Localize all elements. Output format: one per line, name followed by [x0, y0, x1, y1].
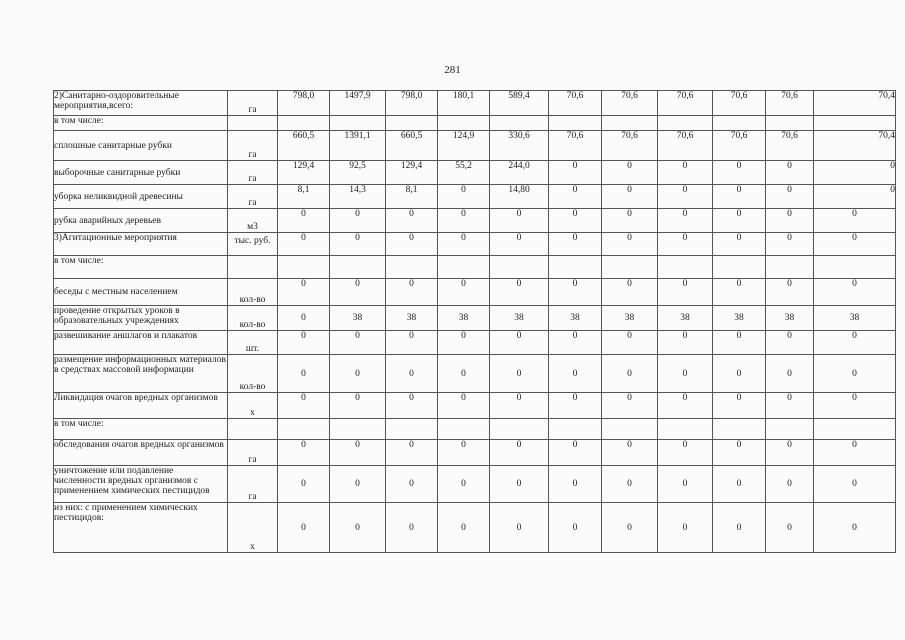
row-name: размещение информационных материалов в средствах массовой информации [54, 355, 228, 393]
value-cell [490, 116, 549, 131]
value-cell: 0 [713, 209, 766, 233]
value-cell [330, 256, 386, 279]
row-unit: га [228, 91, 278, 116]
value-cell: 0 [386, 233, 438, 256]
row-unit: га [228, 161, 278, 185]
value-cell: 0 [438, 503, 490, 553]
value-cell: 0 [278, 306, 330, 331]
value-cell: 0 [814, 331, 896, 355]
row-name: в том числе: [54, 116, 228, 131]
value-cell: 70,6 [658, 91, 713, 116]
value-cell: 0 [602, 233, 658, 256]
value-cell: 0 [602, 279, 658, 306]
row-unit: кол-во [228, 355, 278, 393]
value-cell [814, 419, 896, 440]
value-cell [278, 419, 330, 440]
value-cell: 0 [490, 279, 549, 306]
value-cell: 70,6 [549, 91, 602, 116]
value-cell: 0 [438, 233, 490, 256]
row-name: сплошные санитарные рубки [54, 131, 228, 161]
value-cell: 589,4 [490, 91, 549, 116]
value-cell: 0 [386, 440, 438, 466]
value-cell: 70,4 [814, 91, 896, 116]
value-cell: 0 [713, 185, 766, 209]
value-cell: 70,6 [658, 131, 713, 161]
value-cell: 0 [330, 233, 386, 256]
value-cell: 0 [278, 279, 330, 306]
value-cell: 0 [549, 233, 602, 256]
value-cell: 798,0 [386, 91, 438, 116]
value-cell [814, 256, 896, 279]
value-cell: 70,6 [549, 131, 602, 161]
value-cell: 0 [490, 331, 549, 355]
row-name: обследования очагов вредных организмов [54, 440, 228, 466]
value-cell [549, 256, 602, 279]
row-unit: га [228, 440, 278, 466]
value-cell: 180,1 [438, 91, 490, 116]
table-row [54, 185, 896, 209]
row-name: в том числе: [54, 419, 228, 440]
value-cell: 0 [602, 331, 658, 355]
value-cell: 0 [438, 185, 490, 209]
value-cell: 70,6 [713, 131, 766, 161]
value-cell [330, 116, 386, 131]
value-cell: 0 [386, 503, 438, 553]
row-unit [228, 419, 278, 440]
table-row [54, 306, 896, 331]
value-cell: 38 [814, 306, 896, 331]
value-cell: 38 [386, 306, 438, 331]
value-cell: 0 [386, 279, 438, 306]
value-cell [278, 256, 330, 279]
value-cell: 38 [490, 306, 549, 331]
value-cell [658, 116, 713, 131]
value-cell: 0 [278, 440, 330, 466]
value-cell: 0 [658, 440, 713, 466]
value-cell: 660,5 [278, 131, 330, 161]
value-cell: 798,0 [278, 91, 330, 116]
value-cell: 0 [330, 279, 386, 306]
value-cell: 0 [814, 466, 896, 503]
value-cell: 0 [549, 503, 602, 553]
row-name: выборочные санитарные рубки [54, 161, 228, 185]
value-cell [549, 419, 602, 440]
value-cell: 0 [549, 185, 602, 209]
value-cell: 0 [713, 503, 766, 553]
value-cell: 0 [490, 355, 549, 393]
value-cell: 0 [438, 209, 490, 233]
value-cell: 38 [549, 306, 602, 331]
value-cell: 38 [713, 306, 766, 331]
value-cell: 0 [490, 393, 549, 419]
value-cell: 0 [658, 161, 713, 185]
value-cell: 0 [330, 209, 386, 233]
value-cell: 0 [490, 209, 549, 233]
row-name: беседы с местным населением [54, 279, 228, 306]
row-name: уничтожение или подавление численности вредных организмов с применением химических пестицидов [54, 466, 228, 503]
value-cell: 0 [658, 503, 713, 553]
value-cell: 0 [602, 209, 658, 233]
value-cell: 1391,1 [330, 131, 386, 161]
value-cell: 0 [438, 466, 490, 503]
value-cell: 0 [602, 440, 658, 466]
value-cell: 0 [766, 233, 814, 256]
row-unit: га [228, 131, 278, 161]
value-cell: 0 [330, 331, 386, 355]
row-name: развешивание аншлагов и плакатов [54, 331, 228, 355]
row-unit: м3 [228, 209, 278, 233]
row-unit: х [228, 393, 278, 419]
value-cell: 0 [766, 331, 814, 355]
value-cell: 0 [814, 233, 896, 256]
value-cell: 0 [438, 355, 490, 393]
value-cell: 0 [658, 209, 713, 233]
value-cell [766, 116, 814, 131]
value-cell: 0 [549, 161, 602, 185]
row-name: уборка неликвидной древесины [54, 185, 228, 209]
value-cell: 0 [549, 209, 602, 233]
row-name: Ликвидация очагов вредных организмов [54, 393, 228, 419]
value-cell: 55,2 [438, 161, 490, 185]
value-cell [386, 116, 438, 131]
table-row [54, 503, 896, 553]
value-cell [490, 256, 549, 279]
value-cell: 0 [549, 279, 602, 306]
value-cell: 0 [658, 393, 713, 419]
value-cell: 0 [713, 161, 766, 185]
value-cell: 0 [814, 503, 896, 553]
row-name: в том числе: [54, 256, 228, 279]
table-row [54, 209, 896, 233]
value-cell: 0 [602, 466, 658, 503]
table-row [54, 233, 896, 256]
value-cell: 0 [490, 503, 549, 553]
value-cell: 0 [386, 355, 438, 393]
value-cell: 0 [438, 279, 490, 306]
value-cell: 0 [766, 279, 814, 306]
value-cell: 0 [602, 503, 658, 553]
value-cell [658, 256, 713, 279]
row-unit: кол-во [228, 279, 278, 306]
row-unit: кол-во [228, 306, 278, 331]
value-cell: 0 [330, 466, 386, 503]
value-cell: 0 [766, 355, 814, 393]
value-cell: 0 [278, 503, 330, 553]
value-cell: 0 [438, 440, 490, 466]
value-cell: 0 [658, 355, 713, 393]
row-name: рубка аварийных деревьев [54, 209, 228, 233]
value-cell: 0 [814, 393, 896, 419]
value-cell: 129,4 [386, 161, 438, 185]
value-cell: 0 [814, 209, 896, 233]
value-cell: 0 [713, 466, 766, 503]
table-row [54, 256, 896, 279]
value-cell: 0 [814, 355, 896, 393]
value-cell: 0 [766, 503, 814, 553]
value-cell: 124,9 [438, 131, 490, 161]
value-cell: 0 [658, 185, 713, 209]
row-name: проведение открытых уроков в образовательных учреждениях [54, 306, 228, 331]
table-row [54, 440, 896, 466]
value-cell: 0 [766, 393, 814, 419]
value-cell [602, 116, 658, 131]
table-row [54, 419, 896, 440]
row-name: 2)Санитарно-оздоровительные мероприятия,всего: [54, 91, 228, 116]
value-cell [602, 256, 658, 279]
value-cell: 0 [814, 279, 896, 306]
value-cell: 70,6 [713, 91, 766, 116]
value-cell: 0 [549, 355, 602, 393]
value-cell: 0 [549, 440, 602, 466]
table-row [54, 131, 896, 161]
value-cell: 0 [278, 393, 330, 419]
table-row [54, 91, 896, 116]
value-cell: 0 [713, 393, 766, 419]
value-cell [386, 419, 438, 440]
value-cell: 8,1 [278, 185, 330, 209]
table-row [54, 355, 896, 393]
row-unit [228, 116, 278, 131]
value-cell: 0 [713, 279, 766, 306]
value-cell: 70,6 [602, 91, 658, 116]
activities-table [53, 90, 896, 553]
value-cell: 330,6 [490, 131, 549, 161]
value-cell: 0 [602, 185, 658, 209]
value-cell: 0 [330, 393, 386, 419]
value-cell: 70,6 [602, 131, 658, 161]
value-cell: 0 [549, 466, 602, 503]
value-cell: 0 [386, 393, 438, 419]
value-cell [713, 419, 766, 440]
value-cell: 0 [713, 355, 766, 393]
value-cell: 0 [549, 393, 602, 419]
value-cell: 0 [278, 355, 330, 393]
value-cell [490, 419, 549, 440]
value-cell: 0 [766, 440, 814, 466]
value-cell [766, 256, 814, 279]
value-cell: 0 [814, 185, 896, 209]
value-cell: 70,6 [766, 91, 814, 116]
value-cell: 0 [278, 209, 330, 233]
row-unit: тыс. руб. [228, 233, 278, 256]
value-cell: 0 [490, 233, 549, 256]
value-cell: 0 [814, 440, 896, 466]
value-cell: 0 [658, 331, 713, 355]
value-cell: 14,80 [490, 185, 549, 209]
page-number: 281 [444, 64, 461, 76]
value-cell: 1497,9 [330, 91, 386, 116]
value-cell [658, 419, 713, 440]
row-name: из них: с применением химических пестицидов: [54, 503, 228, 553]
value-cell [386, 256, 438, 279]
value-cell: 38 [602, 306, 658, 331]
table-row [54, 331, 896, 355]
value-cell: 0 [658, 466, 713, 503]
row-unit: шт. [228, 331, 278, 355]
table-row [54, 466, 896, 503]
value-cell: 0 [278, 233, 330, 256]
value-cell: 0 [602, 355, 658, 393]
value-cell: 0 [766, 185, 814, 209]
row-unit: га [228, 466, 278, 503]
value-cell: 0 [438, 393, 490, 419]
value-cell: 244,0 [490, 161, 549, 185]
value-cell: 38 [438, 306, 490, 331]
value-cell: 38 [766, 306, 814, 331]
value-cell: 0 [602, 161, 658, 185]
value-cell: 0 [766, 209, 814, 233]
table-row [54, 393, 896, 419]
value-cell: 0 [330, 440, 386, 466]
row-unit [228, 256, 278, 279]
value-cell [713, 116, 766, 131]
value-cell [438, 256, 490, 279]
value-cell: 0 [814, 161, 896, 185]
value-cell: 0 [766, 161, 814, 185]
value-cell: 0 [278, 331, 330, 355]
value-cell: 0 [658, 233, 713, 256]
value-cell: 0 [386, 466, 438, 503]
value-cell: 0 [330, 503, 386, 553]
value-cell: 8,1 [386, 185, 438, 209]
row-name: 3)Агитационные мероприятия [54, 233, 228, 256]
value-cell [713, 256, 766, 279]
value-cell: 0 [490, 440, 549, 466]
value-cell: 70,6 [766, 131, 814, 161]
value-cell: 0 [549, 331, 602, 355]
value-cell: 92,5 [330, 161, 386, 185]
value-cell: 0 [658, 279, 713, 306]
value-cell: 0 [602, 393, 658, 419]
table-row [54, 116, 896, 131]
value-cell: 0 [278, 466, 330, 503]
value-cell: 38 [330, 306, 386, 331]
value-cell [278, 116, 330, 131]
table-row [54, 161, 896, 185]
value-cell [602, 419, 658, 440]
value-cell: 0 [386, 331, 438, 355]
value-cell [814, 116, 896, 131]
value-cell: 129,4 [278, 161, 330, 185]
value-cell: 0 [438, 331, 490, 355]
row-unit: х [228, 503, 278, 553]
value-cell: 0 [330, 355, 386, 393]
value-cell [549, 116, 602, 131]
value-cell [438, 419, 490, 440]
value-cell [438, 116, 490, 131]
value-cell: 70,4 [814, 131, 896, 161]
table-row [54, 279, 896, 306]
value-cell: 0 [713, 331, 766, 355]
value-cell: 0 [713, 440, 766, 466]
value-cell: 38 [658, 306, 713, 331]
value-cell [766, 419, 814, 440]
value-cell: 0 [490, 466, 549, 503]
value-cell: 0 [766, 466, 814, 503]
row-unit: га [228, 185, 278, 209]
value-cell: 660,5 [386, 131, 438, 161]
value-cell: 0 [713, 233, 766, 256]
value-cell [330, 419, 386, 440]
value-cell: 14,3 [330, 185, 386, 209]
value-cell: 0 [386, 209, 438, 233]
